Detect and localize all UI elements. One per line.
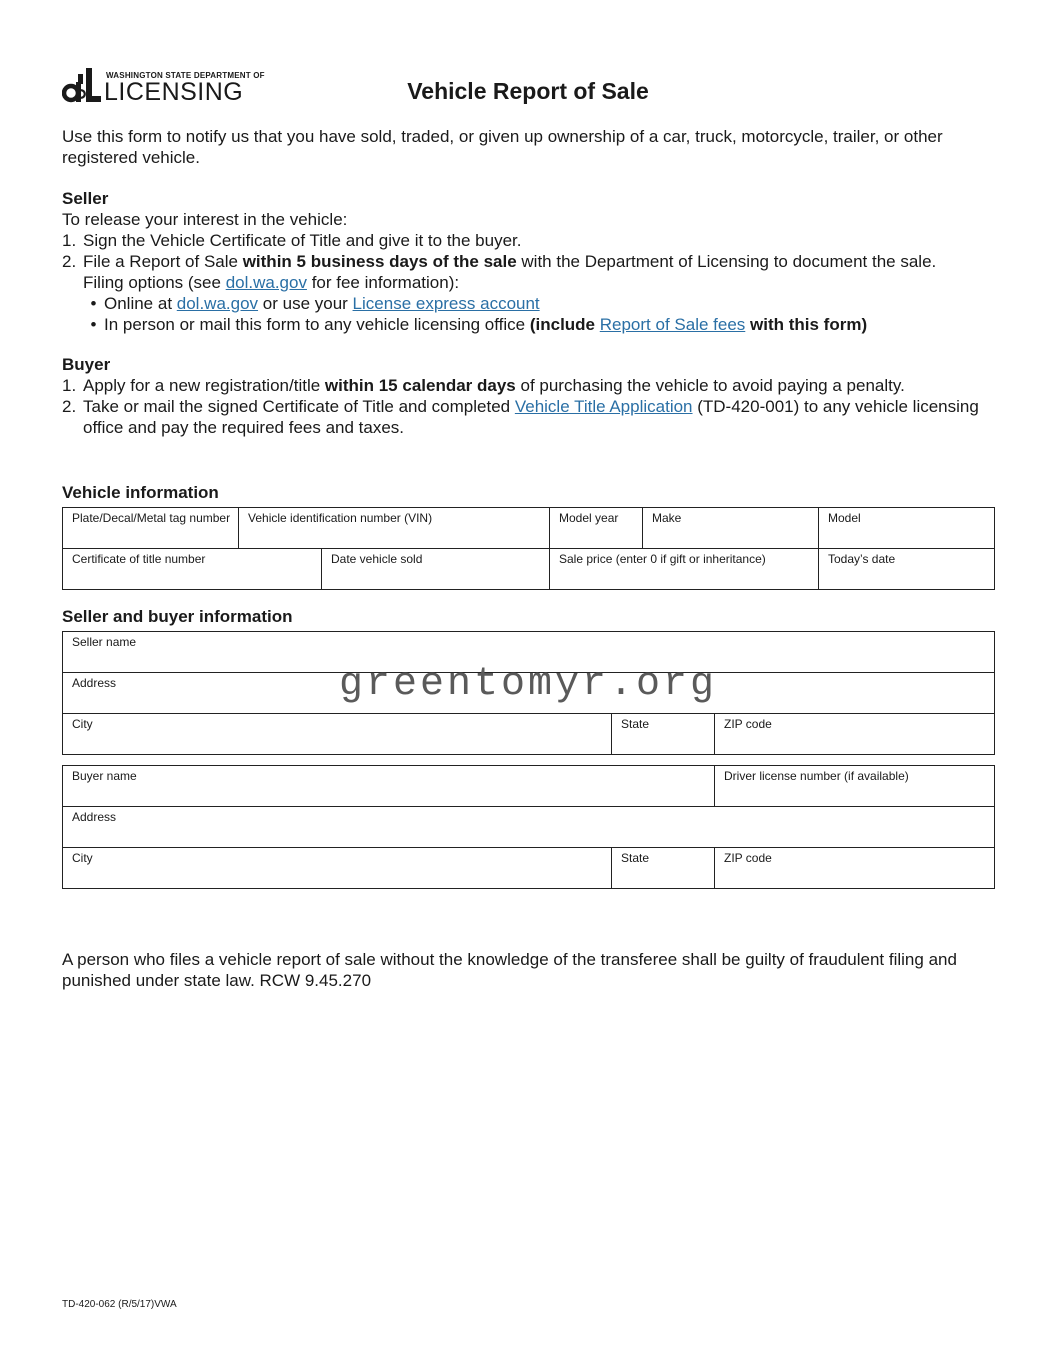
buyer-heading: Buyer xyxy=(62,355,111,374)
seller-lead: To release your interest in the vehicle: xyxy=(62,210,348,229)
seller-heading: Seller xyxy=(62,189,109,208)
title-number-label: Certificate of title number xyxy=(72,552,206,566)
plate-label: Plate/Decal/Metal tag number xyxy=(72,511,231,525)
report-of-sale-fees-link[interactable]: Report of Sale fees xyxy=(599,315,746,334)
step-text xyxy=(83,375,905,396)
model-cell xyxy=(819,508,995,549)
buyer-city-input[interactable] xyxy=(72,865,611,888)
seller-name-label: Seller name xyxy=(72,635,137,649)
todays-date-cell xyxy=(819,549,995,590)
vin-cell xyxy=(239,508,550,549)
license-express-link[interactable]: License express account xyxy=(352,294,540,313)
step-text-bold: within 15 calendar days xyxy=(324,376,516,395)
option-text-bold: with this form) xyxy=(745,315,868,334)
logo-agency-big: LICENSING xyxy=(104,78,244,106)
plate-input[interactable] xyxy=(72,525,238,548)
buyer-zip-input[interactable] xyxy=(724,865,994,888)
step-text xyxy=(83,251,936,272)
buyer-name-input[interactable] xyxy=(72,783,714,806)
model-year-label: Model year xyxy=(559,511,619,525)
seller-address-label: Address xyxy=(72,676,117,690)
form-number: TD-420-062 (R/5/17)VWA xyxy=(62,1299,177,1310)
make-input[interactable] xyxy=(652,525,818,548)
seller-city-label: City xyxy=(72,717,93,731)
seller-step-1 xyxy=(62,230,997,251)
make-cell xyxy=(643,508,819,549)
seller-state-label: State xyxy=(621,717,650,731)
step-text-part: File a Report of Sale xyxy=(83,252,243,271)
buyer-state-cell xyxy=(612,848,715,889)
filing-options-text: Filing options (see xyxy=(83,273,226,292)
bullet-icon: • xyxy=(90,315,97,334)
buyer-info-table xyxy=(62,765,995,889)
dol-online-link[interactable]: dol.wa.gov xyxy=(176,294,259,313)
buyer-name-cell xyxy=(63,766,715,807)
title-number-cell xyxy=(63,549,322,590)
step-text-part: Apply for a new registration/title xyxy=(83,376,325,395)
filing-option-in-person xyxy=(62,314,997,335)
buyer-dl-label: Driver license number (if available) xyxy=(724,769,909,783)
buyer-address-label: Address xyxy=(72,810,117,824)
vehicle-info-table xyxy=(62,507,995,590)
buyer-zip-cell xyxy=(715,848,995,889)
buyer-step-2 xyxy=(62,396,997,438)
watermark: greentomyr.org xyxy=(338,662,718,707)
step-text-part: of purchasing the vehicle to avoid paying a penalty. xyxy=(515,376,905,395)
buyer-zip-label: ZIP code xyxy=(724,851,772,865)
option-text-part: In person or mail this form to any vehicle licensing office xyxy=(104,315,530,334)
vehicle-info-heading: Vehicle information xyxy=(62,483,219,502)
step-text xyxy=(83,396,997,438)
buyer-state-input[interactable] xyxy=(621,865,714,888)
make-label: Make xyxy=(652,511,682,525)
step-number: 1. xyxy=(62,376,77,395)
date-sold-input[interactable] xyxy=(331,566,549,589)
buyer-address-input[interactable] xyxy=(72,824,994,847)
buyer-city-cell xyxy=(63,848,612,889)
step-text-bold: within 5 business days of the sale xyxy=(242,252,517,271)
date-sold-label: Date vehicle sold xyxy=(331,552,423,566)
step-number: 2. xyxy=(62,397,77,416)
buyer-address-cell xyxy=(63,807,995,848)
seller-zip-label: ZIP code xyxy=(724,717,772,731)
buyer-city-label: City xyxy=(72,851,93,865)
seller-state-cell xyxy=(612,714,715,755)
buyer-dl-input[interactable] xyxy=(724,783,994,806)
legal-notice: A person who files a vehicle report of sale without the knowledge of the transferee shall be guilty of fraudulent filing and punished under state law. RCW 9.45.270 xyxy=(62,950,957,990)
option-text xyxy=(104,314,867,335)
model-input[interactable] xyxy=(828,525,994,548)
buyer-instructions xyxy=(62,354,997,438)
buyer-state-label: State xyxy=(621,851,650,865)
buyer-name-label: Buyer name xyxy=(72,769,137,783)
seller-city-input[interactable] xyxy=(72,731,611,754)
step-text-part: with the Department of Licensing to document the sale. xyxy=(516,252,937,271)
logo-agency-small: WASHINGTON STATE DEPARTMENT OF xyxy=(106,71,265,80)
option-text xyxy=(104,293,540,314)
option-text-part: Online at xyxy=(104,294,177,313)
step-number: 1. xyxy=(62,231,77,250)
filing-options-text: for fee information): xyxy=(306,273,460,292)
buyer-dl-cell xyxy=(715,766,995,807)
sale-price-input[interactable] xyxy=(559,566,818,589)
party-info-heading: Seller and buyer information xyxy=(62,607,293,626)
seller-zip-cell xyxy=(715,714,995,755)
seller-state-input[interactable] xyxy=(621,731,714,754)
model-year-input[interactable] xyxy=(559,525,642,548)
step-text: Sign the Vehicle Certificate of Title and give it to the buyer. xyxy=(83,231,522,250)
filing-option-online xyxy=(62,293,997,314)
vin-input[interactable] xyxy=(248,525,549,548)
plate-cell xyxy=(63,508,239,549)
todays-date-input[interactable] xyxy=(828,566,994,589)
date-sold-cell xyxy=(322,549,550,590)
filing-options-line xyxy=(62,272,997,293)
sale-price-cell xyxy=(550,549,819,590)
option-text-part: or use your xyxy=(258,294,353,313)
step-text-part: (TD-420-001) to any vehicle licensing office and pay the required fees and taxes. xyxy=(83,397,979,437)
dol-website-link[interactable]: dol.wa.gov xyxy=(225,273,307,292)
page-title: Vehicle Report of Sale xyxy=(407,78,649,104)
model-label: Model xyxy=(828,511,861,525)
seller-city-cell xyxy=(63,714,612,755)
vin-label: Vehicle identification number (VIN) xyxy=(248,511,433,525)
title-number-input[interactable] xyxy=(72,566,321,589)
seller-instructions xyxy=(62,188,997,335)
seller-step-2 xyxy=(62,251,997,272)
step-text-part: Take or mail the signed Certificate of Title and completed xyxy=(83,397,515,416)
todays-date-label: Today’s date xyxy=(828,552,896,566)
step-number: 2. xyxy=(62,252,77,271)
buyer-step-1 xyxy=(62,375,997,396)
seller-zip-input[interactable] xyxy=(724,731,994,754)
model-year-cell xyxy=(550,508,643,549)
intro-text: Use this form to notify us that you have sold, traded, or given up ownership of a car, truck, motorcycle, trailer, or other registered vehicle. xyxy=(62,127,943,167)
vehicle-title-application-link[interactable]: Vehicle Title Application xyxy=(514,397,693,416)
option-text-bold: (include xyxy=(529,315,600,334)
sale-price-label: Sale price (enter 0 if gift or inheritance) xyxy=(559,552,766,566)
bullet-icon: • xyxy=(90,294,97,313)
